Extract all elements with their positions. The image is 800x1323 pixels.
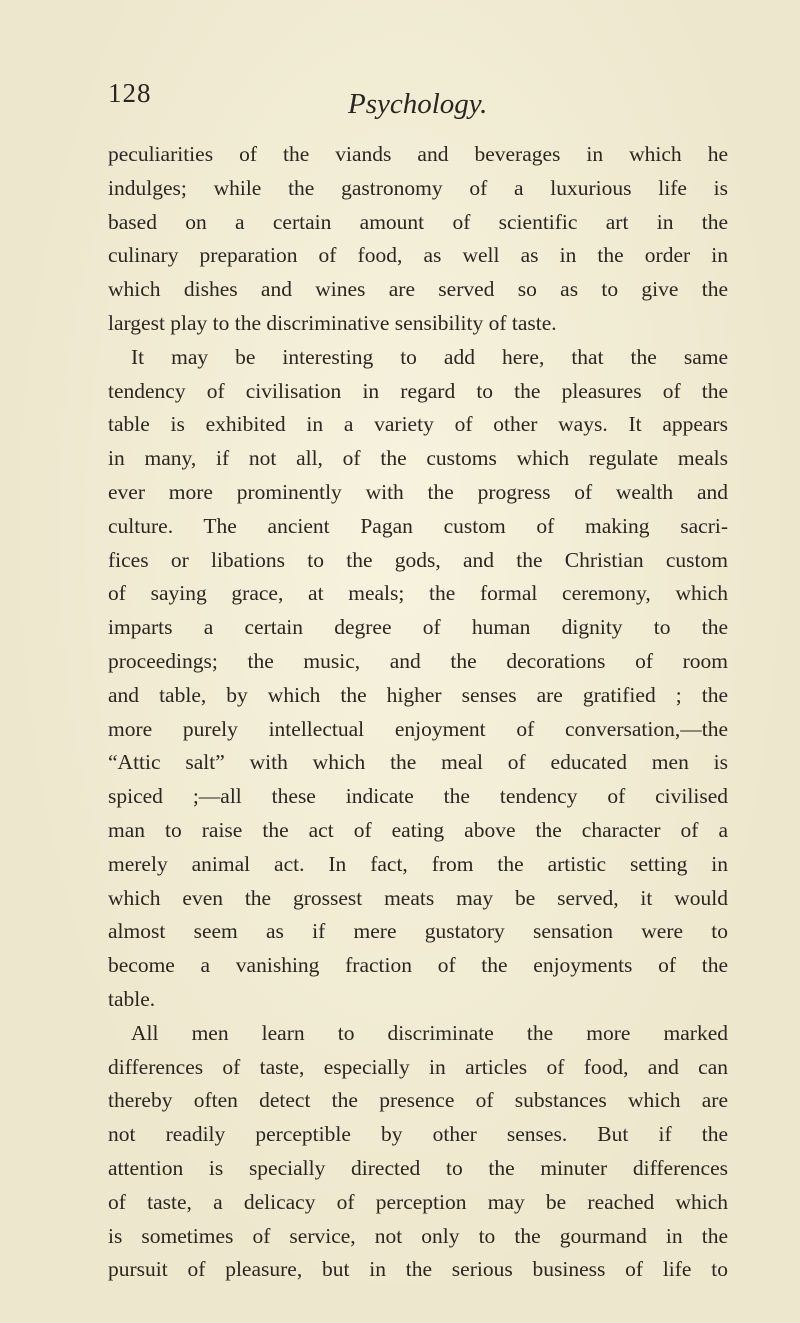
text-line: table. [108,986,156,1011]
text-line: which dishes and wines are served so as to give the [108,277,728,302]
text-line: is sometimes of service, not only to the gourmand in the [108,1223,728,1248]
text-line: pursuit of pleasure, but in the serious business of life to [108,1257,728,1282]
text-line: of saying grace, at meals; the formal ceremony, which [108,581,728,606]
running-title: Psychology. [348,88,488,120]
text-line: “Attic salt” with which the meal of educated men is [108,750,728,775]
body-text [108,138,728,1287]
text-line: more purely intellectual enjoyment of conversation,—the [108,716,728,741]
text-line: of taste, a delicacy of perception may be reached which [108,1189,728,1214]
text-line: indulges; while the gastronomy of a luxurious life is [108,175,728,200]
text-line: peculiarities of the viands and beverages in which he [108,142,728,166]
page-header [108,78,728,128]
text-line: in many, if not all, of the customs which regulate meals [108,446,728,471]
text-line: ever more prominently with the progress of wealth and [108,479,728,504]
paragraph-start-line: It may be interesting to add here, that the same [131,344,728,369]
text-line: largest play to the discriminative sensibility of taste. [108,310,557,335]
text-line: table is exhibited in a variety of other ways. It appears [108,412,728,437]
text-line: tendency of civilisation in regard to the pleasures of the [108,378,728,403]
page-number: 128 [108,78,152,108]
text-line: merely animal act. In fact, from the artistic setting in [108,851,728,876]
text-line: and table, by which the higher senses are gratified ; the [108,682,728,707]
text-line: based on a certain amount of scientific art in the [108,209,728,234]
text-line: proceedings; the music, and the decorations of room [108,648,728,673]
text-line: thereby often detect the presence of substances which are [108,1088,728,1113]
text-line: attention is specially directed to the minuter differences [108,1155,728,1180]
text-line: imparts a certain degree of human dignity to the [108,615,728,640]
text-line: culinary preparation of food, as well as in the order in [108,243,728,268]
text-line: culture. The ancient Pagan custom of making sacri- [108,513,728,538]
text-line: spiced ;—all these indicate the tendency of civilised [108,784,728,809]
text-line: not readily perceptible by other senses. But if the [108,1122,728,1147]
text-line: fices or libations to the gods, and the Christian custom [108,547,728,572]
text-line: almost seem as if mere gustatory sensation were to [108,919,728,944]
text-line: which even the grossest meats may be served, it would [108,885,728,910]
text-line: become a vanishing fraction of the enjoyments of the [108,953,728,978]
text-line: man to raise the act of eating above the character of a [108,817,728,842]
paragraph-start-line: All men learn to discriminate the more marked [131,1020,728,1045]
text-line: differences of taste, especially in articles of food, and can [108,1054,728,1079]
